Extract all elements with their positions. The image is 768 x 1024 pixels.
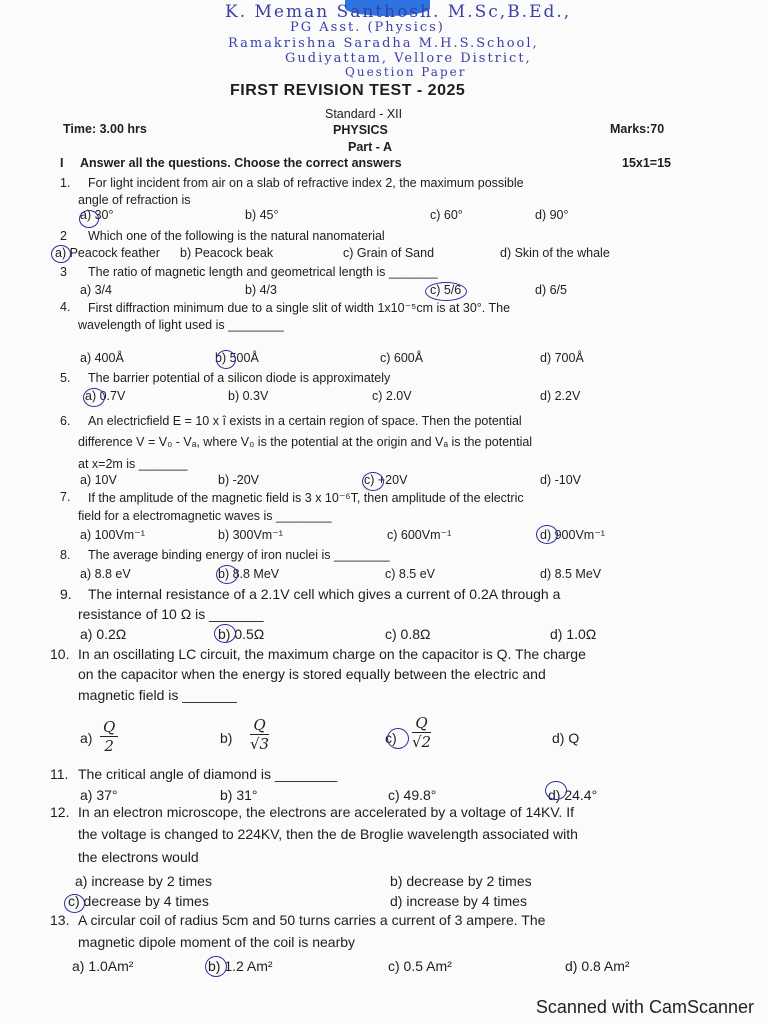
answer-circle-q9 — [214, 624, 236, 643]
scanner-watermark: Scanned with CamScanner — [535, 997, 754, 1017]
question-text-line: The average binding energy of iron nuclei is ________ — [88, 548, 390, 562]
question-text-line: field for a electromagnetic waves is ________ — [78, 509, 332, 523]
answer-option: b) — [220, 730, 233, 746]
answer-option: b) 1.2 Am² — [208, 958, 273, 974]
standard-label: Standard - XII — [325, 107, 403, 121]
answer-option: d) Q — [552, 730, 580, 746]
answer-circle-q11 — [545, 781, 567, 800]
handwritten-teacher-name: K. Meman Santhosh. M.Sc,B.Ed., — [225, 2, 572, 22]
section-marks: 15x1=15 — [622, 156, 672, 170]
answer-circle-q10 — [387, 728, 409, 749]
question-text-line: the voltage is changed to 224KV, then the de Broglie wavelength associated with — [78, 826, 578, 842]
answer-option: d) 8.5 MeV — [540, 567, 602, 581]
question-text-line: magnetic dipole moment of the coil is nearby — [78, 934, 356, 950]
handwritten-district: Gudiyattam, Vellore District, — [285, 51, 532, 66]
answer-circle-q12 — [64, 894, 85, 913]
answer-option: d) -10V — [540, 473, 581, 487]
answer-circle-q7 — [536, 525, 558, 544]
answer-option: c) 600Vm⁻¹ — [387, 528, 452, 542]
answer-option: d) 0.8 Am² — [565, 958, 630, 974]
answer-circle-q13 — [205, 956, 227, 977]
question-text-line: magnetic field is _______ — [78, 687, 237, 703]
answer-option: a) 10V — [80, 473, 117, 487]
answer-option: c) 49.8° — [388, 787, 437, 803]
question-number: 12. — [50, 804, 70, 820]
answer-option: c) 5/6 — [430, 283, 462, 297]
answer-option: a) 1.0Am² — [72, 958, 134, 974]
answer-option: d) 900Vm⁻¹ — [540, 528, 605, 542]
answer-option: a) 100Vm⁻¹ — [80, 528, 145, 542]
answer-option: b) 31° — [220, 787, 258, 803]
question-number: 3 — [60, 265, 67, 279]
question-number: 7. — [60, 490, 71, 504]
answer-option: c) 2.0V — [372, 389, 412, 403]
answer-option: d) 700Å — [540, 351, 584, 365]
question-text-line: For light incident from air on a slab of refractive index 2, the maximum possible — [88, 176, 524, 190]
answer-option: b) 0.3V — [228, 389, 269, 403]
answer-option: b) -20V — [218, 473, 259, 487]
exam-title: FIRST REVISION TEST - 2025 — [230, 82, 466, 99]
answer-option: c) — [385, 730, 397, 746]
question-number: 13. — [50, 912, 70, 928]
answer-option: d) increase by 4 times — [390, 893, 527, 909]
question-number: 2 — [60, 229, 67, 243]
answer-circle-q2 — [51, 245, 71, 263]
question-text-line: The ratio of magnetic length and geometrical length is _______ — [88, 265, 438, 279]
handwritten-designation: PG Asst. (Physics) — [290, 20, 445, 35]
fraction-option-b: $\frac{Q}{√3}$ — [250, 716, 270, 753]
subject-label: PHYSICS — [333, 123, 388, 137]
answer-option: a) 0.2Ω — [80, 626, 127, 642]
answer-option: c) 60° — [430, 208, 463, 222]
answer-option: b) 0.5Ω — [218, 626, 265, 642]
question-text-line: The internal resistance of a 2.1V cell which gives a current of 0.2A through a — [88, 586, 561, 602]
answer-option: c) +20V — [364, 473, 408, 487]
answer-option: b) decrease by 2 times — [390, 873, 532, 889]
answer-circle-q5 — [83, 388, 105, 407]
answer-option: c) Grain of Sand — [343, 246, 435, 260]
question-text-line: wavelength of light used is ________ — [78, 318, 284, 332]
answer-option: a) 37° — [80, 787, 118, 803]
answer-circle-q6 — [362, 472, 384, 491]
answer-option: a) 30° — [80, 208, 114, 222]
instructions-text: Answer all the questions. Choose the correct answers — [80, 156, 402, 170]
answer-circle-q1 — [79, 210, 99, 228]
answer-option: c) 8.5 eV — [385, 567, 436, 581]
question-text-line: If the amplitude of the magnetic field is 3 x 10⁻⁶T, then amplitude of the electric — [88, 491, 524, 505]
question-number: 9. — [60, 586, 72, 602]
question-text-line: the electrons would — [78, 849, 199, 865]
question-number: 6. — [60, 414, 71, 428]
answer-circle-q4 — [216, 350, 236, 369]
answer-option: b) 300Vm⁻¹ — [218, 528, 283, 542]
answer-option: a) 8.8 eV — [80, 567, 131, 581]
question-number: 8. — [60, 548, 71, 562]
answer-option: d) Skin of the whale — [500, 246, 610, 260]
answer-option: b) 45° — [245, 208, 279, 222]
section-number: I — [60, 156, 64, 170]
question-text-line: difference V = V₀ - Vₐ, where V₀ is the potential at the origin and Vₐ is the potential — [78, 435, 533, 449]
answer-option: a) 400Å — [80, 351, 124, 365]
answer-option: d) 90° — [535, 208, 569, 222]
question-number: 1. — [60, 176, 71, 190]
handwritten-school: Ramakrishna Saradha M.H.S.School, — [228, 36, 539, 51]
answer-option: d) 24.4° — [548, 787, 598, 803]
answer-option: c) 0.8Ω — [385, 626, 431, 642]
fraction-option-a: $\frac{Q}{2}$ — [100, 718, 118, 755]
fraction-option-c: $\frac{Q}{√2}$ — [412, 714, 432, 751]
question-text-line: angle of refraction is — [78, 193, 191, 207]
question-text-line: In an oscillating LC circuit, the maximum charge on the capacitor is Q. The charge — [78, 646, 586, 662]
question-text-line: First diffraction minimum due to a single slit of width 1x10⁻⁵cm is at 30°. The — [88, 301, 511, 315]
answer-option: b) 8.8 MeV — [218, 567, 280, 581]
answer-option: d) 2.2V — [540, 389, 581, 403]
answer-option: b) Peacock beak — [180, 246, 274, 260]
answer-option: b) 500Å — [215, 351, 259, 365]
answer-circle-q3 — [425, 282, 467, 301]
answer-option: d) 1.0Ω — [550, 626, 597, 642]
question-text-line: resistance of 10 Ω is _______ — [78, 606, 264, 622]
answer-option: c) 0.5 Am² — [388, 958, 452, 974]
question-number: 5. — [60, 371, 71, 385]
answer-circle-q8 — [216, 565, 238, 584]
answer-option: a) increase by 2 times — [75, 873, 212, 889]
answer-option: c) 600Å — [380, 351, 424, 365]
answer-option: d) 6/5 — [535, 283, 567, 297]
question-text-line: on the capacitor when the energy is stored equally between the electric and — [78, 666, 546, 682]
question-text-line: Which one of the following is the natural nanomaterial — [88, 229, 385, 243]
question-text-line: The barrier potential of a silicon diode is approximately — [88, 371, 391, 385]
question-text-line: In an electron microscope, the electrons are accelerated by a voltage of 14KV. If — [78, 804, 574, 820]
marks-label: Marks:70 — [610, 122, 665, 136]
question-text-line: A circular coil of radius 5cm and 50 turns carries a current of 3 ampere. The — [78, 912, 546, 928]
answer-option: a) 0.7V — [85, 389, 126, 403]
question-text-line: The critical angle of diamond is ________ — [78, 766, 338, 782]
answer-option: a) Peacock feather — [55, 246, 160, 260]
handwritten-note: Question Paper — [345, 65, 467, 79]
question-number: 4. — [60, 300, 71, 314]
question-number: 11. — [50, 766, 69, 782]
answer-option: b) 4/3 — [245, 283, 277, 297]
time-label: Time: 3.00 hrs — [63, 122, 147, 136]
question-text-line: at x=2m is _______ — [78, 457, 188, 471]
part-label: Part - A — [348, 140, 392, 154]
answer-option: a) 3/4 — [80, 283, 112, 297]
answer-option: a) — [80, 730, 93, 746]
answer-option: c) decrease by 4 times — [68, 893, 209, 909]
question-text-line: An electricfield E = 10 x î exists in a certain region of space. Then the potential — [88, 414, 522, 428]
question-number: 10. — [50, 646, 70, 662]
